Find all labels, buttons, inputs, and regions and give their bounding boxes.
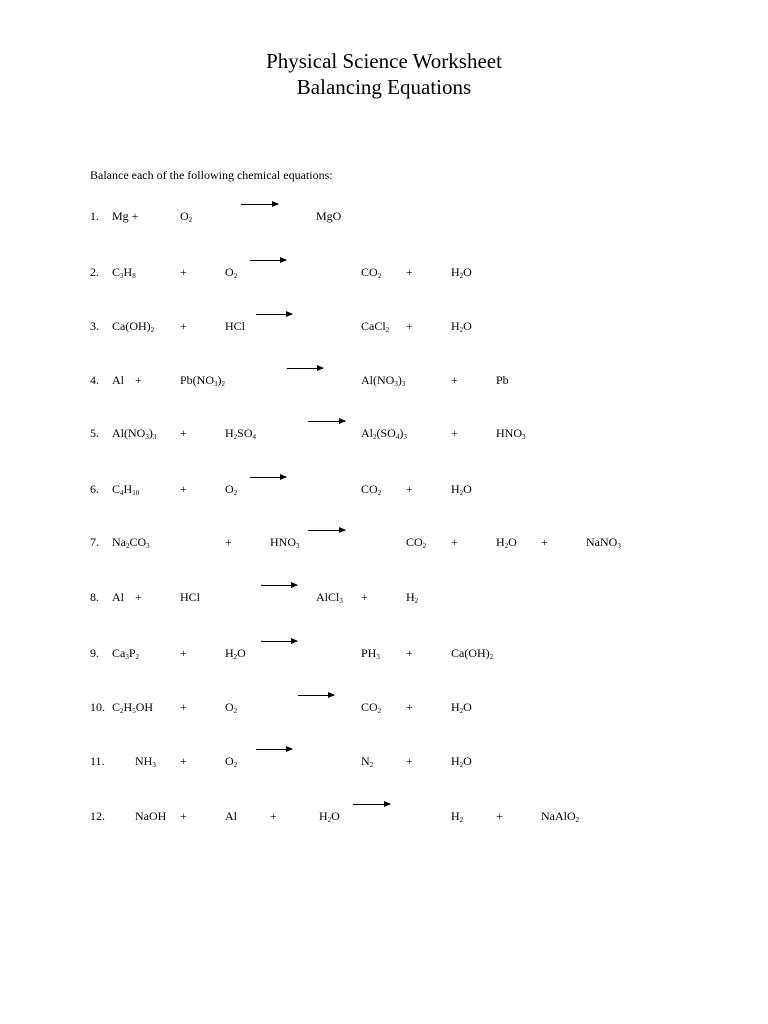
- equation-number: 5.: [90, 426, 99, 440]
- equation-term: $C_3H_8$: [112, 265, 136, 280]
- equation-number: 4.: [90, 373, 99, 387]
- equation-term: $H_2O$: [319, 809, 340, 824]
- equation-term: $Ca_3P_2$: [112, 646, 140, 661]
- equation-term: Mg +: [112, 209, 139, 223]
- equation-10: [0, 699, 768, 723]
- equation-number: 12.: [90, 809, 105, 823]
- equation-term: $O_2$: [225, 265, 238, 280]
- equation-8: [0, 589, 768, 613]
- equation-term: $Al(NO_3)_3$: [112, 426, 157, 441]
- equation-term: +: [406, 700, 413, 714]
- equation-term: +: [541, 535, 548, 549]
- equation-term: $C_4H_{10}$: [112, 482, 140, 497]
- equation-number: 3.: [90, 319, 99, 333]
- equation-term: NaAlO$_2$: [541, 809, 580, 824]
- equation-term: HCl: [180, 590, 201, 604]
- reaction-arrow-icon: [261, 641, 297, 642]
- reaction-arrow-icon: [250, 260, 286, 261]
- equation-term: $CO_2$: [361, 700, 382, 715]
- equation-term: $CO_2$: [361, 265, 382, 280]
- equation-term: +: [135, 590, 142, 604]
- equation-number: 11.: [90, 754, 105, 768]
- reaction-arrow-icon: [256, 749, 292, 750]
- equation-term: $H_2O$: [451, 265, 472, 280]
- equation-number: 7.: [90, 535, 99, 549]
- equation-term: $Ca(OH)_2$: [112, 319, 155, 334]
- equation-11: [0, 753, 768, 777]
- equation-term: $H_2$: [451, 809, 464, 824]
- equation-term: +: [180, 809, 187, 823]
- equation-term: $H_2O$: [496, 535, 517, 550]
- equation-number: 9.: [90, 646, 99, 660]
- equation-term: +: [180, 426, 187, 440]
- equation-term: +: [180, 754, 187, 768]
- equation-term: +: [496, 809, 503, 823]
- equation-term: NaOH: [135, 809, 167, 823]
- equation-1: [0, 208, 768, 232]
- equation-3: [0, 318, 768, 342]
- equation-term: $CO_2$: [361, 482, 382, 497]
- equation-number: 10.: [90, 700, 105, 714]
- equation-term: $H_2O$: [225, 646, 246, 661]
- reaction-arrow-icon: [287, 368, 323, 369]
- equation-term: AlCl$_3$: [316, 590, 343, 605]
- equation-term: +: [180, 265, 187, 279]
- equation-term: $N_2$: [361, 754, 374, 769]
- equation-term: +: [406, 754, 413, 768]
- equation-7: [0, 534, 768, 558]
- equation-term: $Pb(NO_3)_2$: [180, 373, 226, 388]
- equation-term: $H_2O$: [451, 482, 472, 497]
- equation-number: 2.: [90, 265, 99, 279]
- equation-term: Pb: [496, 373, 509, 387]
- equation-term: +: [451, 535, 458, 549]
- equation-term: +: [180, 319, 187, 333]
- equation-term: $O_2$: [180, 209, 193, 224]
- equation-number: 6.: [90, 482, 99, 496]
- equation-term: +: [270, 809, 277, 823]
- equation-term: $H_2SO_4$: [225, 426, 257, 441]
- reaction-arrow-icon: [241, 204, 278, 205]
- equation-term: +: [451, 373, 458, 387]
- equation-term: Al: [225, 809, 237, 823]
- equation-term: +: [406, 646, 413, 660]
- equation-term: $Al(NO_3)_3$: [361, 373, 406, 388]
- reaction-arrow-icon: [250, 477, 286, 478]
- equation-4: [0, 372, 768, 396]
- equation-term: $Ca(OH)_2$: [451, 646, 494, 661]
- worksheet-title: Physical Science Worksheet: [266, 49, 502, 73]
- equation-2: [0, 264, 768, 288]
- reaction-arrow-icon: [261, 585, 297, 586]
- equation-9: [0, 645, 768, 669]
- equation-12: [0, 808, 768, 832]
- reaction-arrow-icon: [256, 314, 292, 315]
- equation-term: Al: [112, 590, 124, 604]
- equation-number: 8.: [90, 590, 99, 604]
- equation-term: +: [406, 482, 413, 496]
- equation-term: $NH_3$: [135, 754, 156, 769]
- equation-term: $H_2$: [406, 590, 419, 605]
- equation-term: $Al_2(SO_4)_3$: [361, 426, 407, 441]
- equation-term: $CO_2$: [406, 535, 427, 550]
- equation-term: $Na_2CO_3$: [112, 535, 150, 550]
- reaction-arrow-icon: [308, 530, 345, 531]
- equation-number: 1.: [90, 209, 99, 223]
- reaction-arrow-icon: [298, 695, 334, 696]
- equation-6: [0, 481, 768, 505]
- equation-term: NaNO$_3$: [586, 535, 621, 550]
- equation-term: HCl: [225, 319, 246, 333]
- equation-term: +: [180, 700, 187, 714]
- equation-term: +: [135, 373, 142, 387]
- equation-term: $H_2O$: [451, 700, 472, 715]
- equation-term: $O_2$: [225, 754, 238, 769]
- equation-term: $PH_3$: [361, 646, 380, 661]
- equation-term: Al: [112, 373, 124, 387]
- instructions: Balance each of the following chemical equations:: [90, 168, 333, 182]
- reaction-arrow-icon: [308, 421, 345, 422]
- equation-term: $O_2$: [225, 482, 238, 497]
- equation-term: $O_2$: [225, 700, 238, 715]
- equation-term: $H_2O$: [451, 319, 472, 334]
- reaction-arrow-icon: [353, 804, 390, 805]
- equation-term: +: [451, 426, 458, 440]
- equation-term: +: [406, 319, 413, 333]
- equation-term: +: [180, 482, 187, 496]
- equation-term: CaCl$_2$: [361, 319, 390, 334]
- equation-term: +: [225, 535, 232, 549]
- equation-5: [0, 425, 768, 449]
- equation-term: +: [406, 265, 413, 279]
- equation-term: $HNO_3$: [496, 426, 526, 441]
- equation-term: $H_2O$: [451, 754, 472, 769]
- equation-term: $C_2H_5OH$: [112, 700, 154, 715]
- worksheet-subtitle: Balancing Equations: [296, 75, 472, 99]
- equation-term: +: [180, 646, 187, 660]
- equation-term: $HNO_3$: [270, 535, 300, 550]
- equation-term: +: [361, 590, 368, 604]
- equation-term: MgO: [316, 209, 342, 223]
